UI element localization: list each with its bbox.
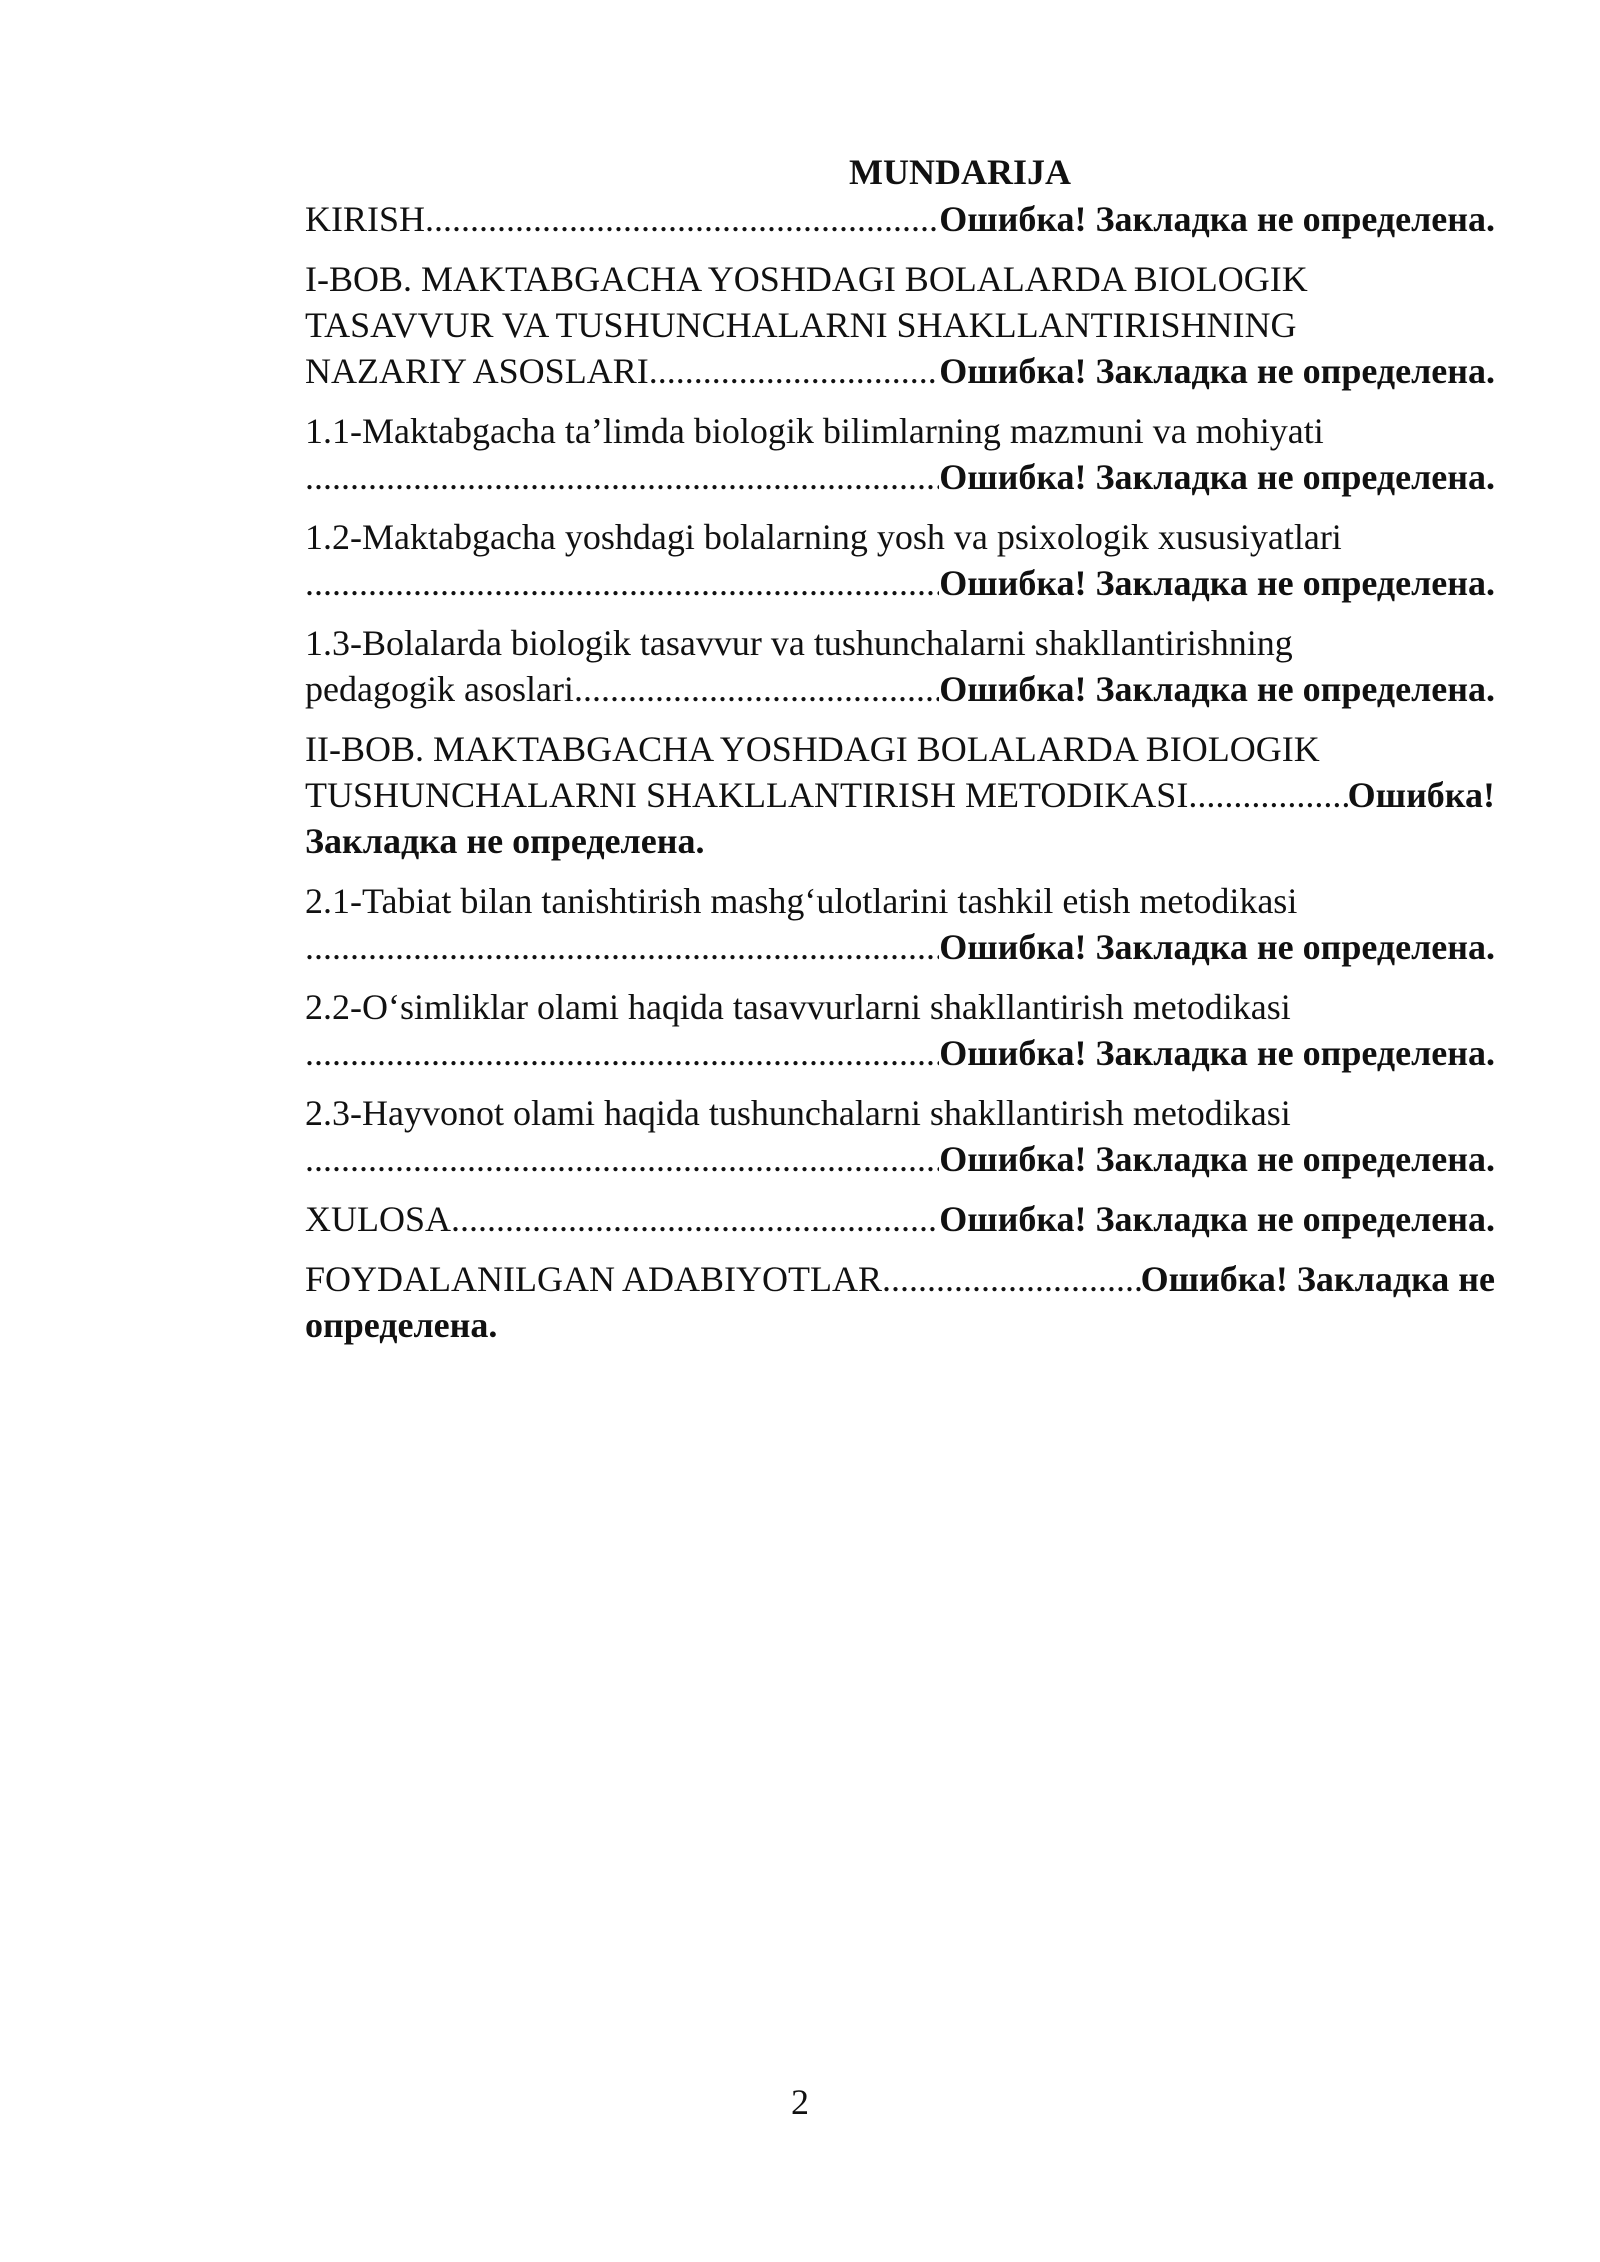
toc-entry-label: 2.3-Hayvonot olami haqida tushunchalarni shakllantirish metodikasi — [305, 1093, 1291, 1133]
dot-leader — [649, 348, 940, 394]
toc-entry-section-2-1 — [305, 878, 1495, 970]
toc-entry-label: II-BOB. MAKTABGACHA YOSHDAGI BOLALARDA BIOLOGIK — [305, 729, 1320, 769]
bookmark-error: Ошибка! Закладка не определена. — [939, 351, 1495, 391]
toc-entry-chapter-2 — [305, 726, 1495, 864]
bookmark-error: Ошибка! Закладка не определена. — [939, 1033, 1495, 1073]
dot-leader — [305, 1030, 939, 1076]
bookmark-error: Ошибка! Закладка не определена. — [939, 457, 1495, 497]
bookmark-error-continued: определена. — [305, 1305, 498, 1345]
dot-leader — [574, 666, 939, 712]
toc-entry-label: I-BOB. MAKTABGACHA YOSHDAGI BOLALARDA BIOLOGIK — [305, 259, 1308, 299]
bookmark-error: Ошибка! Закладка не определена. — [939, 1199, 1495, 1239]
dot-leader — [882, 1256, 1141, 1302]
bookmark-error: Ошибка! Закладка не определена. — [939, 563, 1495, 603]
toc-entry-label: TASAVVUR VA TUSHUNCHALARNI SHAKLLANTIRISHNING — [305, 305, 1297, 345]
toc-entry-label: TUSHUNCHALARNI SHAKLLANTIRISH METODIKASI — [305, 775, 1189, 815]
toc-entry-label: NAZARIY ASOSLARI — [305, 351, 649, 391]
dot-leader — [451, 1196, 939, 1242]
toc-entry-section-2-3 — [305, 1090, 1495, 1182]
table-of-contents — [305, 148, 1495, 1362]
toc-entry-section-2-2 — [305, 984, 1495, 1076]
toc-entry-label: XULOSA — [305, 1199, 452, 1239]
toc-entry-section-1-1 — [305, 408, 1495, 500]
bookmark-error: Ошибка! Закладка не определена. — [939, 199, 1495, 239]
toc-entry-label: 1.3-Bolalarda biologik tasavvur va tushunchalarni shakllantirishning — [305, 623, 1293, 663]
page-number: 2 — [791, 2082, 809, 2122]
dot-leader — [305, 454, 939, 500]
dot-leader — [425, 196, 939, 242]
bookmark-error: Ошибка! Закладка не определена. — [939, 927, 1495, 967]
toc-entry-references — [305, 1256, 1495, 1348]
toc-entry-chapter-1 — [305, 256, 1495, 394]
bookmark-error: Ошибка! — [1347, 775, 1495, 815]
bookmark-error-continued: Закладка не определена. — [305, 821, 705, 861]
toc-entry-label: 1.1-Maktabgacha ta’limda biologik bilimlarning mazmuni va mohiyati — [305, 411, 1324, 451]
toc-entry-kirish — [305, 196, 1495, 242]
dot-leader — [305, 924, 939, 970]
toc-entry-label: 1.2-Maktabgacha yoshdagi bolalarning yosh va psixologik xususiyatlari — [305, 517, 1342, 557]
toc-entry-label: 2.2-O‘simliklar olami haqida tasavvurlarni shakllantirish metodikasi — [305, 987, 1291, 1027]
dot-leader — [305, 560, 939, 606]
toc-entry-section-1-2 — [305, 514, 1495, 606]
dot-leader — [305, 1136, 939, 1182]
toc-entry-conclusion — [305, 1196, 1495, 1242]
dot-leader — [1188, 772, 1347, 818]
bookmark-error: Ошибка! Закладка не определена. — [939, 669, 1495, 709]
toc-entry-label: FOYDALANILGAN ADABIYOTLAR — [305, 1259, 882, 1299]
toc-title: MUNDARIJA — [849, 152, 1071, 192]
toc-entry-label: KIRISH — [305, 199, 426, 239]
bookmark-error: Ошибка! Закладка не — [1140, 1259, 1495, 1299]
toc-entry-section-1-3 — [305, 620, 1495, 712]
toc-entry-label: pedagogik asoslari — [305, 669, 574, 709]
toc-entry-label: 2.1-Tabiat bilan tanishtirish mashg‘ulotlarini tashkil etish metodikasi — [305, 881, 1298, 921]
bookmark-error: Ошибка! Закладка не определена. — [939, 1139, 1495, 1179]
